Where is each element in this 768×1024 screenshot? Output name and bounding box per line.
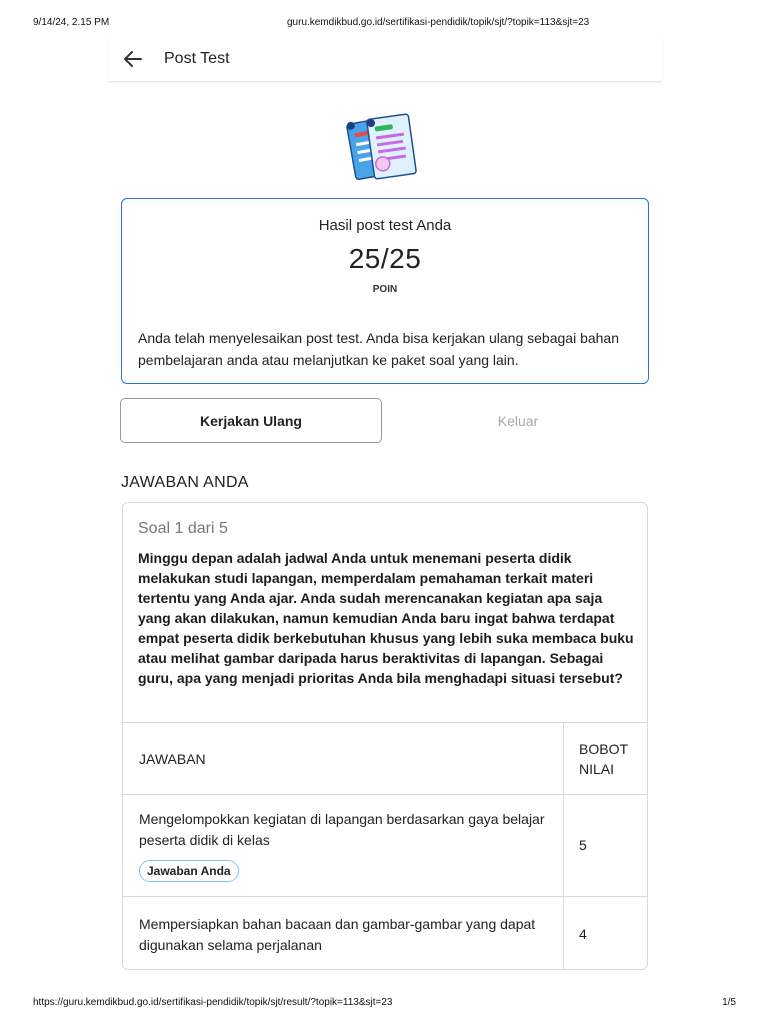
table-row [123,795,649,897]
answer-text: Mempersiapkan bahan bacaan dan gambar-gambar yang dapat digunakan selama perjalanan [139,915,536,953]
retry-button[interactable]: Kerjakan Ulang [120,398,382,443]
print-header-url: guru.kemdikbud.go.id/sertifikasi-pendidik/topik/sjt/?topik=113&sjt=23 [287,17,590,28]
arrow-left-icon[interactable] [122,48,144,70]
question-text: Minggu depan adalah jadwal Anda untuk menemani peserta didik melakukan studi lapangan, memperdalam pemahaman terkait materi tertentu yang Anda ajar. Anda sudah merencanakan kegiatan apa saja yang akan dilakukan, namun kemudian Anda baru ingat bahwa terdapat empat peserta didik berkebutuhan khusus yang lebih suka membaca buku atau melihat gambar daripada harus beraktivitas di lapangan. Sebagai guru, apa yang menjadi prioritas Anda bila menghadapi situasi tersebut? [138,550,634,686]
answer-table [122,722,648,970]
result-unit: POIN [372,284,398,295]
print-datetime: 9/14/24, 2.15 PM [33,17,110,28]
table-row [123,897,649,971]
column-header-score: BOBOT NILAI [564,723,649,795]
answer-score: 4 [564,897,649,971]
answers-section-title: JAWABAN ANDA [121,474,249,491]
question-card [122,502,648,970]
result-description: Anda telah menyelesaikan post test. Anda bisa kerjakan ulang sebagai bahan pembelajaran anda atau melanjutkan ke paket soal yang lain. [138,330,620,368]
answer-cell [123,795,564,897]
print-footer-url: https://guru.kemdikbud.go.id/sertifikasi-pendidik/topik/sjt/result/?topik=113&sjt=23 [33,997,393,1008]
exit-button[interactable]: Keluar [388,398,648,443]
result-card [121,198,649,384]
your-answer-badge: Jawaban Anda [139,860,239,882]
page-title: Post Test [164,50,230,67]
answer-score: 5 [564,795,649,897]
document-test-icon [345,108,425,188]
question-number: Soal 1 dari 5 [138,520,228,537]
print-footer [0,997,768,1011]
column-header-answer: JAWABAN [123,723,564,795]
answer-cell [123,897,564,971]
result-score: 25/25 [348,243,422,274]
result-title: Hasil post test Anda [318,217,452,234]
answer-table-header [123,723,649,795]
print-header [0,17,768,31]
app-bar [108,37,662,82]
print-page-number: 1/5 [722,997,736,1008]
answer-text: Mengelompokkan kegiatan di lapangan berdasarkan gaya belajar peserta didik di kelas [139,811,545,848]
